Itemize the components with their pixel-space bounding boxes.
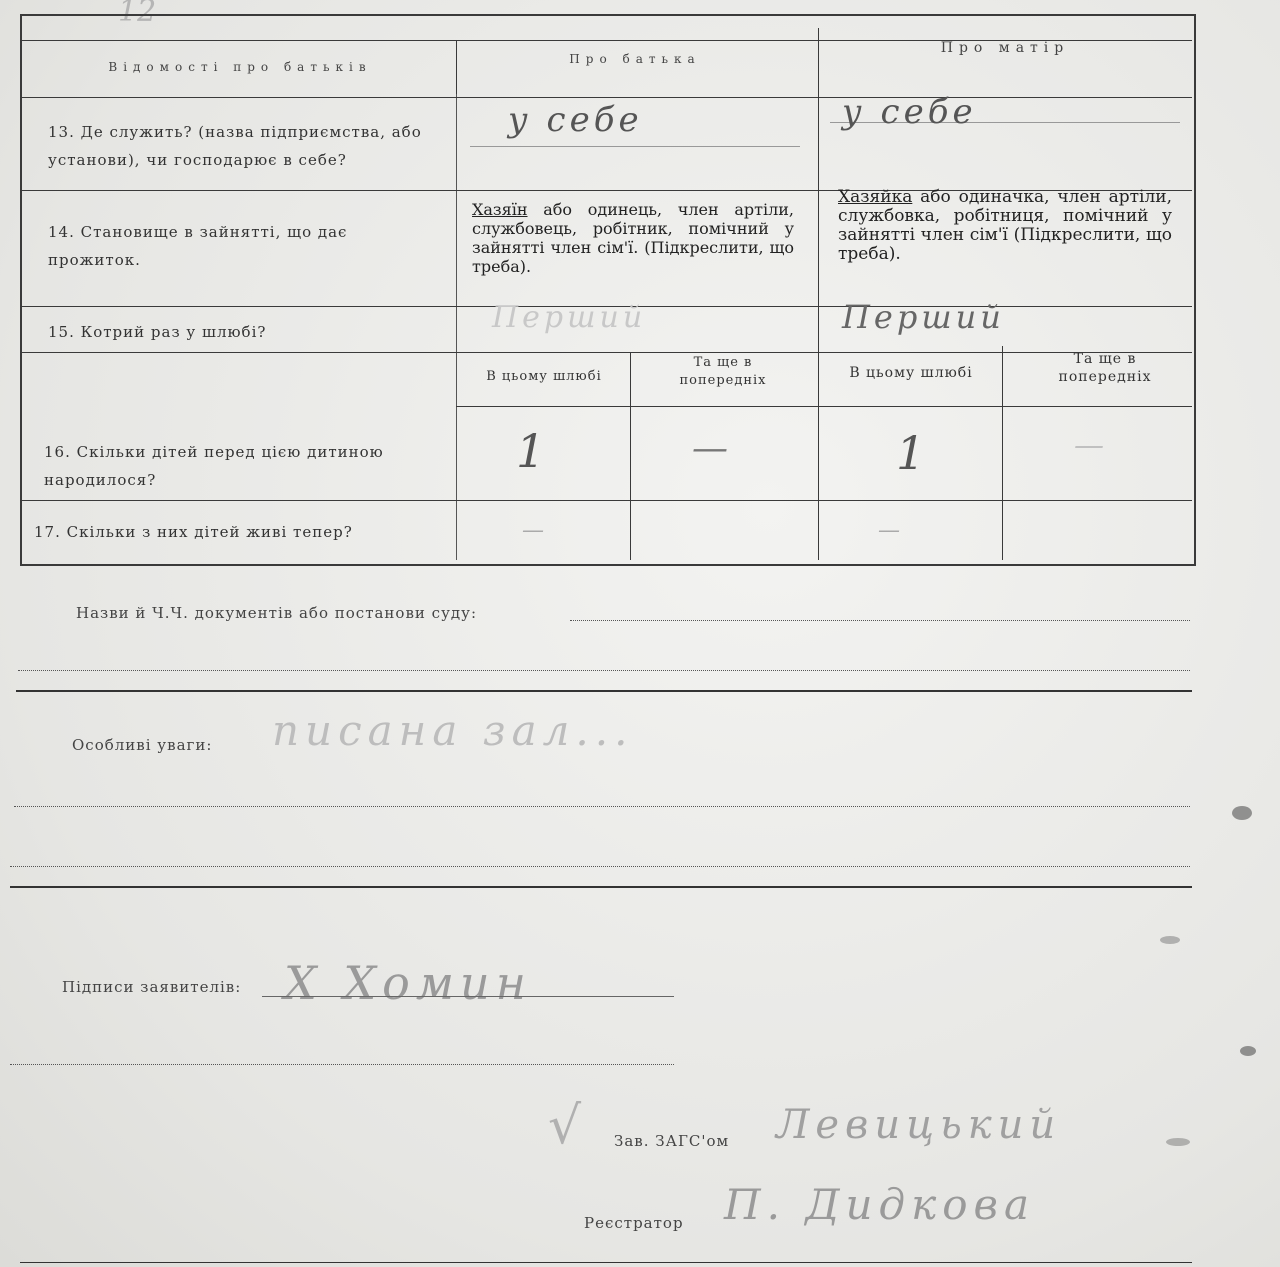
mother-previous-header: Та ще в попередніх <box>1058 351 1152 385</box>
father-underlined-option: Хазяїн <box>472 200 528 219</box>
registrar-label: Реєстратор <box>584 1214 684 1232</box>
applicants-line-2 <box>10 1064 674 1065</box>
documents-line-2 <box>18 670 1190 671</box>
father-previous-header: Та ще в попередніх <box>679 355 767 388</box>
head-label: Зав. ЗАГС'ом <box>614 1132 730 1150</box>
table-rule <box>22 352 1192 353</box>
head-signature: Левицький <box>776 1102 1062 1148</box>
table-rule <box>456 406 1192 407</box>
section-rule <box>10 886 1192 888</box>
table-divider <box>456 40 457 94</box>
header-info: Відомості про батьків <box>108 60 372 74</box>
mother-children-alive: — <box>878 518 904 543</box>
father-children-prev: — <box>692 428 732 469</box>
applicants-signature: Х Хомин <box>284 956 532 1010</box>
punch-hole-mark <box>1160 936 1180 944</box>
father-occupation-options <box>472 200 794 276</box>
header-mother: Про матір <box>940 40 1070 56</box>
applicants-label: Підписи заявителів: <box>62 978 242 996</box>
mother-marriage-count: Перший <box>842 298 1005 336</box>
mother-occupation-options <box>838 188 1172 264</box>
table-divider <box>818 28 819 560</box>
table-rule <box>470 146 800 147</box>
question-15: 15. Котрий раз у шлюбі? <box>48 323 267 341</box>
table-rule <box>22 500 1192 501</box>
mother-children-this: 1 <box>896 426 930 480</box>
father-children-alive: — <box>522 518 548 543</box>
father-options-text: або одинець, член артіли, службовець, робітник, помічний у зайнятті член сім'ї. (Підкреслити, що треба). <box>472 200 794 276</box>
father-children-this: 1 <box>516 424 550 478</box>
punch-hole-mark <box>1232 806 1252 820</box>
notes-line-2 <box>10 866 1190 867</box>
notes-label: Особливі уваги: <box>72 736 213 754</box>
header-father: Про батька <box>569 52 701 66</box>
punch-hole-mark <box>1166 1138 1190 1146</box>
father-this-marriage-header: В цьому шлюбі <box>486 369 602 384</box>
table-divider <box>630 352 631 560</box>
registrar-signature: П. Дидкова <box>724 1180 1035 1229</box>
notes-value: писана зал... <box>272 706 634 755</box>
notes-line <box>14 806 1190 807</box>
mother-workplace: у себе <box>842 92 977 132</box>
bottom-rule <box>20 1262 1192 1263</box>
table-rule <box>22 97 1192 98</box>
mother-underlined-option: Хазяйка <box>838 187 913 207</box>
table-divider <box>1002 346 1003 560</box>
applicants-line <box>262 996 674 997</box>
check-mark: √ <box>548 1096 588 1156</box>
question-17: 17. Скільки з них дітей живі тепер? <box>34 523 353 541</box>
father-marriage-count: Перший <box>492 300 647 335</box>
question-16: 16. Скільки дітей перед цією дитиною народилося? <box>44 443 384 489</box>
page-number: 12 <box>118 0 157 29</box>
father-workplace: у себе <box>508 100 643 140</box>
documents-line <box>570 620 1190 621</box>
mother-options-text: або одиначка, член артіли, службовка, робітниця, помічний у зайнятті член сім'ї (Підкреслити, що треба). <box>838 187 1172 264</box>
table-divider <box>456 94 457 560</box>
section-rule <box>16 690 1192 692</box>
punch-hole-mark <box>1240 1046 1256 1056</box>
mother-children-prev: — <box>1074 428 1108 463</box>
question-14: 14. Становище в зайнятті, що дає прожиток. <box>48 223 348 269</box>
question-13: 13. Де служить? (назва підприємства, або установи), чи господарює в себе? <box>48 123 422 169</box>
documents-label: Назви й Ч.Ч. документів або постанови суду: <box>76 604 478 622</box>
mother-this-marriage-header: В цьому шлюбі <box>849 365 973 381</box>
